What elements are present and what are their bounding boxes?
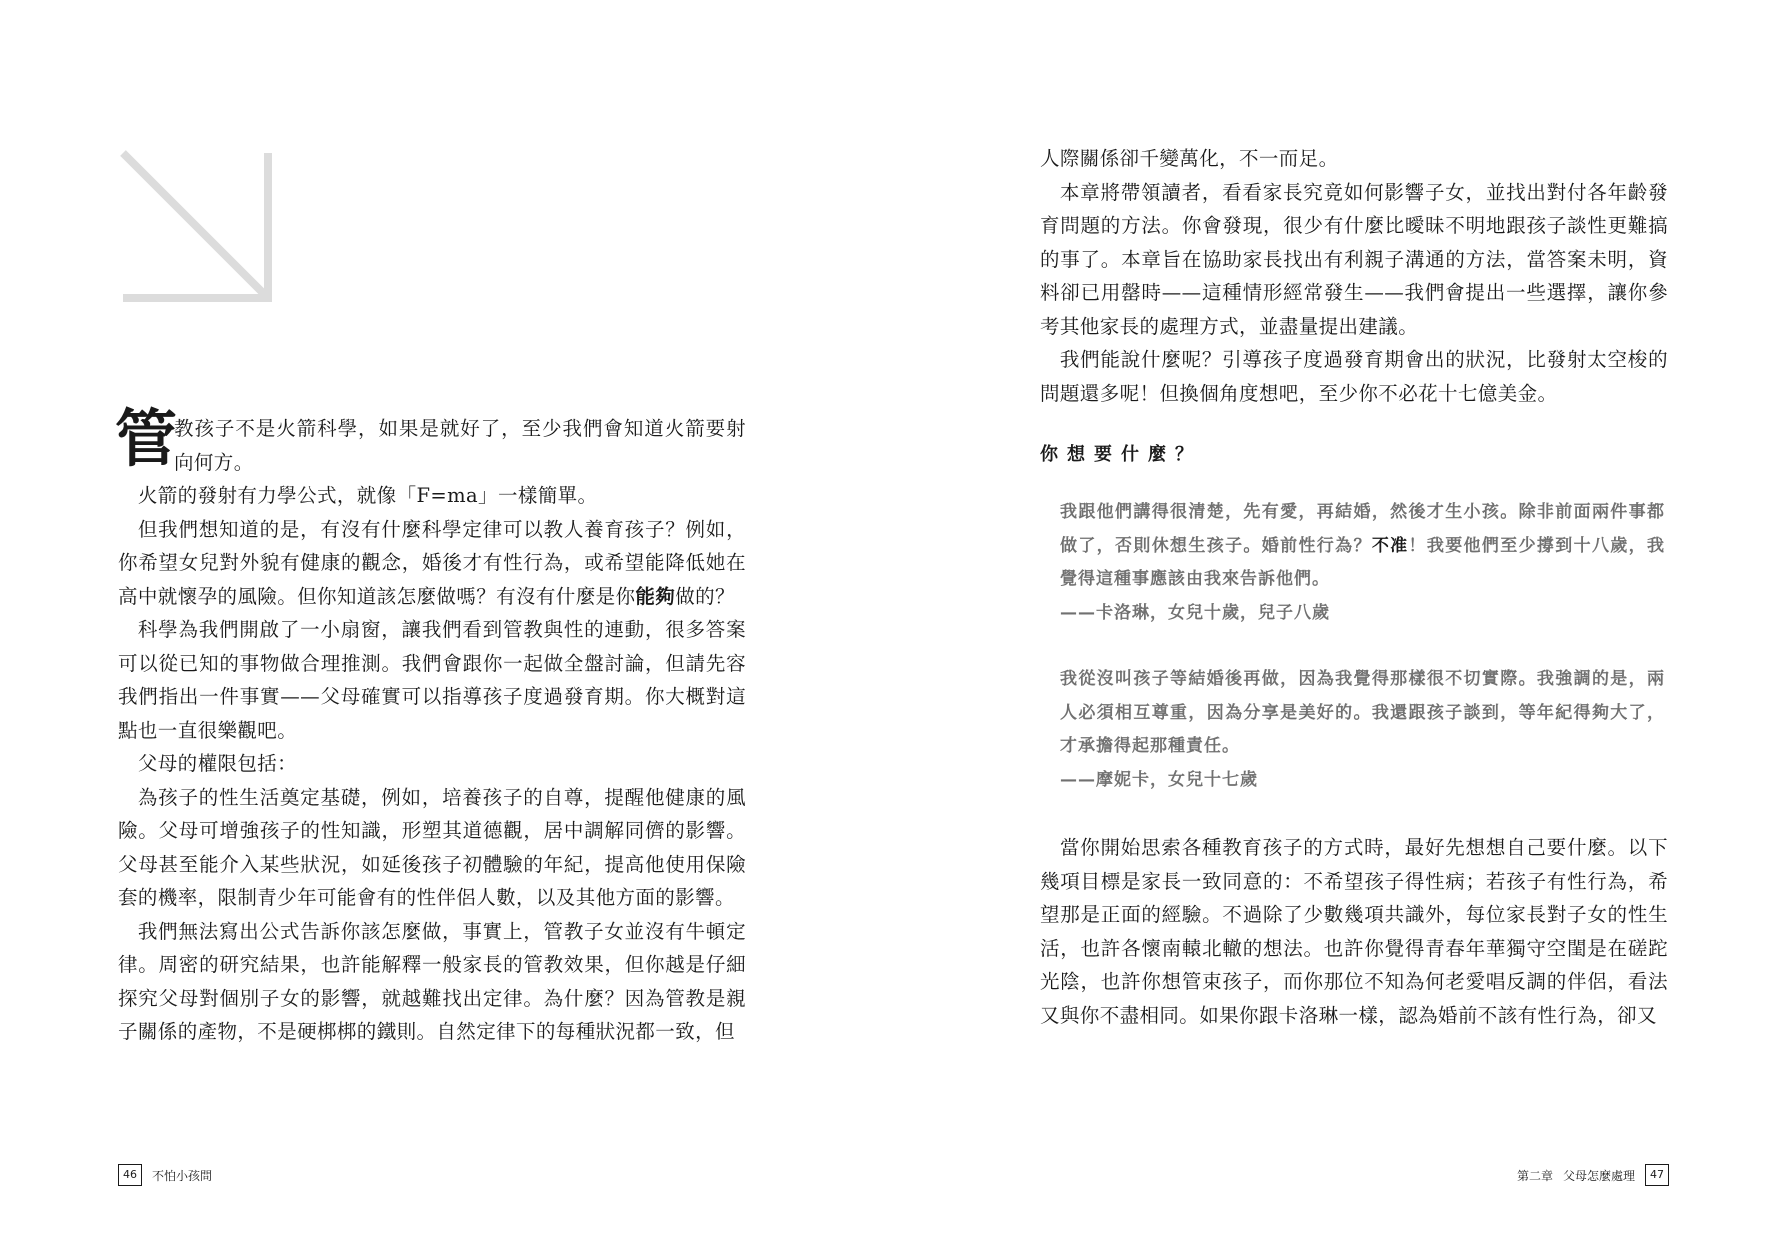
quote-emphasis: 不准 <box>1371 535 1409 556</box>
arrow-down-right-icon <box>118 148 278 308</box>
paragraph: 父母的權限包括： <box>137 752 298 775</box>
section-heading: 你想要什麼？ <box>1040 444 1202 465</box>
paragraph: 本章將帶領讀者，看看家長究竟如何影響子女，並找出對付各年齡發育問題的方法。你會發現，很少有什麼比曖昧不明地跟孩子談性更難搞的事了。本章旨在協助家長找出有利親子溝通的方法，當答案未明，資料卻已用罄時——這種情形經常發生——我們會提出一些選擇，讓你參考其他家長的處理方式，並盡量提出建議。 <box>1040 180 1668 338</box>
lead-text: 教孩子不是火箭科學，如果是就好了，至少我們會知道火箭要射向何方。 <box>174 417 746 474</box>
quote-attribution: ——卡洛琳，女兒十歲，兒子八歲 <box>1060 602 1330 623</box>
paragraph: 為孩子的性生活奠定基礎，例如，培養孩子的自尊，提醒他健康的風險。父母可增強孩子的性知識，形塑其道德觀，居中調解同儕的影響。父母甚至能介入某些狀況，如延後孩子初體驗的年紀，提高他使用保險套的機率，限制青少年可能會有的性伴侶人數，以及其他方面的影響。 <box>118 785 746 909</box>
quote-attribution: ——摩妮卡，女兒十七歲 <box>1060 769 1258 790</box>
paragraph-text: 做的？ <box>675 584 735 608</box>
right-page <box>885 0 1771 1240</box>
quote-text: ！我要他們至少撐到十八歲，我覺得這種事應該由我來告訴他們。 <box>1060 535 1665 589</box>
paragraph-text: 但我們想知道的是，有沒有什麼科學定律可以教人養育孩子？例如，你希望女兒對外貌有健康的觀念，婚後才有性行為，或希望能降低她在高中就懷孕的風險。但你知道該怎麼做嗎？有沒有什麼是你 <box>118 517 746 608</box>
chapter-label: 第二章 <box>1516 1168 1553 1183</box>
paragraph: 我們無法寫出公式告訴你該怎麼做，事實上，管教子女並沒有牛頓定律。周密的研究結果，也許能解釋一般家長的管教效果，但你越是仔細探究父母對個別子女的影響，就越難找出定律。為什麼？因為管教是親子關係的產物，不是硬梆梆的鐵則。自然定律下的每種狀況都一致，但 <box>118 919 746 1043</box>
paragraph: 人際關係卻千變萬化，不一而足。 <box>1040 147 1339 170</box>
paragraph: 科學為我們開啟了一小扇窗，讓我們看到管教與性的連動，很多答案可以從已知的事物做合理推測。我們會跟你一起做全盤討論，但請先容我們指出一件事實——父母確實可以指導孩子度過發育期。你大概對這點也一直很樂觀吧。 <box>118 618 746 742</box>
quote-text: 我跟他們講得很清楚，先有愛，再結婚，然後才生小孩。除非前面兩件事都做了，否則休想生孩子。婚前性行為？ <box>1060 502 1665 556</box>
page-number: 46 <box>118 1164 142 1186</box>
paragraph <box>118 513 746 614</box>
book-title: 不怕小孩問 <box>152 1168 213 1183</box>
quote-block <box>1060 496 1665 630</box>
emphasis-text: 能夠 <box>635 584 676 608</box>
left-page <box>0 0 885 1240</box>
quote-block <box>1060 663 1665 797</box>
right-body-text <box>1040 142 1668 1032</box>
paragraph: 我們能說什麼呢？引導孩子度過發育期會出的狀況，比發射太空梭的問題還多呢！但換個角度想吧，至少你不必花十七億美金。 <box>1040 348 1668 405</box>
paragraph: 火箭的發射有力學公式，就像「F=ma」一樣簡單。 <box>137 484 598 507</box>
page-number: 47 <box>1645 1164 1669 1186</box>
right-footer <box>1517 1164 1669 1186</box>
chapter-title: 父母怎麼處理 <box>1562 1168 1635 1183</box>
left-body-text <box>115 402 746 1049</box>
lead-paragraph <box>115 402 746 479</box>
left-footer <box>118 1164 212 1186</box>
drop-cap: 管 <box>115 402 178 475</box>
paragraph: 當你開始思索各種教育孩子的方式時，最好先想想自己要什麼。以下幾項目標是家長一致同意的：不希望孩子得性病；若孩子有性行為，希望那是正面的經驗。不過除了少數幾項共識外，每位家長對子女的性生活，也許各懷南轅北轍的想法。也許你覺得青春年華獨守空閨是在磋跎光陰，也許你想管束孩子，而你那位不知為何老愛唱反調的伴侶，看法又與你不盡相同。如果你跟卡洛琳一樣，認為婚前不該有性行為，卻又 <box>1040 836 1668 1027</box>
quote-text: 我從沒叫孩子等結婚後再做，因為我覺得那樣很不切實際。我強調的是，兩人必須相互尊重，因為分享是美好的。我還跟孩子談到，等年紀得夠大了，才承擔得起那種責任。 <box>1060 669 1665 756</box>
